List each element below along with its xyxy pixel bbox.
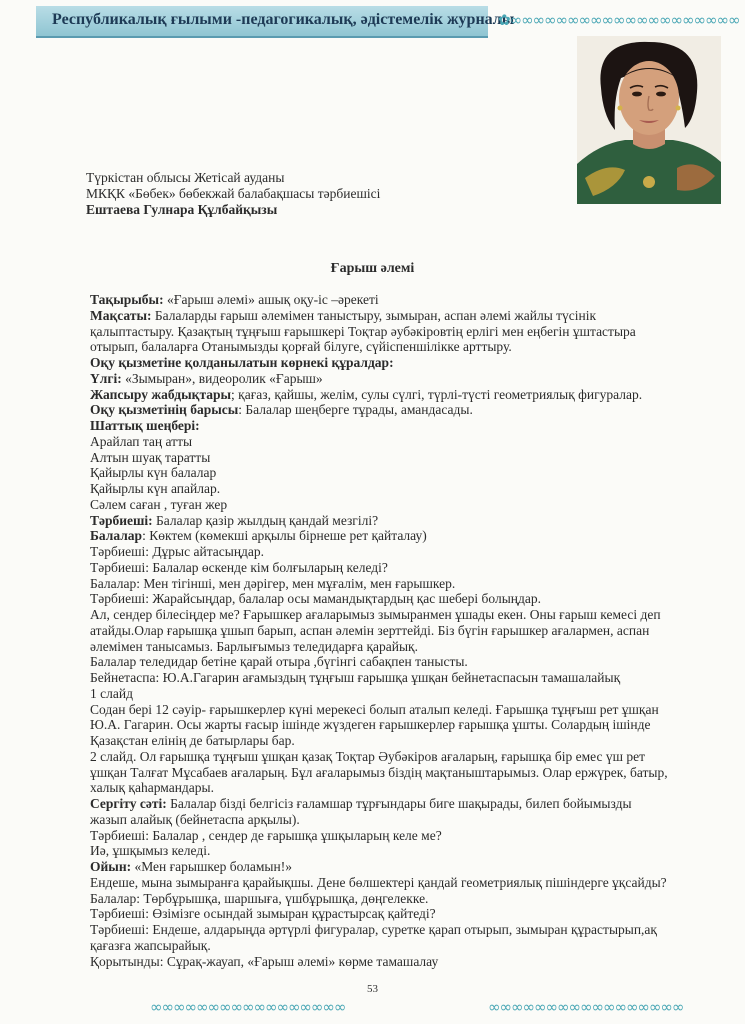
line-text: отырып, балаларға Отанымызды қорғай білуге, сүйіспеншілікке арттыру. [90, 339, 512, 355]
article-line [90, 513, 730, 529]
article-line [90, 402, 730, 418]
article-line [90, 859, 730, 875]
line-text: ұшқан Талғат Мұсабаев ағаларың. Бұл ағаларымыз біздің мақтаныштарымыз. Олар ержүрек, батыр, [90, 764, 668, 780]
article-line [90, 339, 730, 355]
article-line [90, 607, 730, 623]
article-line [90, 922, 730, 938]
line-text: Бейнетаспа: Ю.А.Гагарин ағамыздың тұңғыш ғарышқа ұшқан бейнетаспасын тамашалайық [90, 670, 621, 685]
author-name: Ештаева Гулнара Құлбайқызы [86, 202, 278, 217]
line-text: Тәрбиеші: Балалар , сендер де ғарышқа ұшқыларың келе ме? [90, 827, 442, 843]
journal-header [36, 6, 740, 36]
article-line [90, 749, 730, 765]
author-region: Түркістан облысы Жетісай ауданы [86, 170, 285, 185]
line-text: Сәлем саған , туған жер [90, 496, 228, 512]
article-line [90, 387, 730, 403]
article-line [90, 765, 730, 781]
line-text: Тәрбиеші: Дұрыс айтасыңдар. [90, 544, 265, 559]
article-line [90, 528, 730, 544]
line-text: Ендеше, мына зымыранға қарайықшы. Дене бөлшектері қандай геометриялық пішіндерге ұқсайды? [90, 874, 667, 890]
line-text: «Ғарыш әлемі» ашық оқу-іс –әрекеті [163, 292, 379, 307]
journal-title-band [36, 6, 515, 38]
article-body [90, 292, 730, 969]
line-text: атайды.Олар ғарышқа ұшып барып, аспан әлемін зерттейді. Біз бүгін ғарышкер ағалармен, аспан [90, 622, 650, 638]
line-text: жазып алайық (бейнетаспа арқылы). [90, 811, 300, 827]
article-line [90, 938, 730, 954]
article-line [90, 355, 730, 371]
article-line [90, 465, 730, 481]
line-text: Қазақстан елінің де батырлары бар. [90, 733, 295, 748]
line-text: Тәрбиеші: Жарайсыңдар, балалар осы мамандықтардың қас шебері болыңдар. [90, 591, 542, 607]
line-text: Балалар: Төрбұрышқа, шаршыға, үшбұрышқа, дөңгелекке. [90, 890, 429, 906]
article-line [90, 308, 730, 324]
line-text: Балалар: Мен тігінші, мен дәрігер, мен мұғалім, мен ғарышкер. [90, 575, 456, 591]
article-line [90, 324, 730, 340]
line-label: Тақырыбы: [90, 292, 164, 307]
article-line [90, 418, 730, 434]
article-line [90, 371, 730, 387]
article-line [90, 576, 730, 592]
line-text: қалыптастыру. Қазақтың тұңғыш ғарышкері Тоқтар әубәкіровтің ерлігі мен еңбегін ұштастыра [90, 323, 636, 339]
article-line [90, 639, 730, 655]
ornament-border-bottom-right: ∞∞∞∞∞∞∞∞∞∞∞∞∞∞∞∞∞ [488, 998, 684, 1016]
ornament-border-top: ✿∞∞∞∞∞∞∞∞∞∞∞∞∞∞∞∞∞∞∞∞ [498, 11, 740, 29]
line-text: ; қағаз, қайшы, желім, сулы сүлгі, түрлі-түсті геометриялық фигуралар. [231, 386, 643, 402]
article-line [90, 434, 730, 450]
article-line [90, 591, 730, 607]
article-line [90, 891, 730, 907]
article-line [90, 780, 730, 796]
line-text: : Балалар шеңберге тұрады, амандасады. [238, 402, 473, 418]
author-workplace: МКҚК «Бөбек» бөбекжай балабақшасы тәрбиешісі [86, 186, 381, 201]
line-text: Қайырлы күн балалар [90, 465, 217, 481]
line-label: Сергіту сәті: [90, 796, 167, 811]
line-text: Ю.А. Гагарин. Осы жарты ғасыр ішінде жүздеген ғарышкерлер ғарышқа ұшты. Солардың ішінде [90, 717, 651, 733]
line-text: Арайлап таң атты [90, 433, 193, 449]
line-text: Ал, сендер білесіңдер ме? Ғарышкер ағаларымыз зымыранмен ұшады екен. Оны ғарыш кемесі деп [90, 607, 661, 622]
article-line [90, 654, 730, 670]
line-text: Балалар бізді белгісіз ғаламшар тұрғындары биге шақырады, билеп бойымызды [166, 796, 632, 811]
line-text: Балаларды ғарыш әлемімен таныстыру, зымыран, аспан әлемі жайлы түсінік [151, 307, 597, 323]
article-line [90, 686, 730, 702]
page-number: 53 [367, 983, 378, 995]
line-label: Мақсаты: [90, 307, 152, 323]
author-block [86, 170, 380, 218]
article-line [90, 497, 730, 513]
article-line [90, 954, 730, 970]
line-text: Алтын шуақ таратты [90, 449, 211, 465]
ornament-border-bottom-left: ∞∞∞∞∞∞∞∞∞∞∞∞∞∞∞∞∞ [150, 998, 346, 1016]
line-text: «Мен ғарышкер боламын!» [131, 859, 292, 874]
article-line [90, 702, 730, 718]
line-text: Тәрбиеші: Ендеше, алдарыңда әртүрлі фигуралар, суретке қарап отырып, зымыран құрастырып,ақ [90, 922, 657, 937]
article-line [90, 560, 730, 576]
line-label: Тәрбиеші: [90, 512, 153, 528]
article-title: Ғарыш әлемі [330, 261, 415, 276]
article-line [90, 843, 730, 859]
line-text: Содан бері 12 сәуір- ғарышкерлер күні мерекесі болып аталып келеді. Ғарышқа тұңғыш рет ұшқан [90, 701, 659, 717]
article-line [90, 292, 730, 308]
line-text: халық қаһармандары. [90, 780, 214, 796]
line-text: Тәрбиеші: Өзімізге осындай зымыран құрастырсақ қайтеді? [90, 906, 436, 922]
article-line [90, 828, 730, 844]
author-portrait-image [577, 36, 721, 204]
line-text: 2 слайд. Ол ғарышқа тұңғыш ұшқан қазақ Тоқтар Әубәкіров ағаларың, ғарышқа бір емес үш рет [90, 748, 646, 764]
journal-title: Республикалық ғылыми -педагогикалық, әдістемелік журналы [52, 11, 515, 28]
article-line [90, 796, 730, 812]
line-text: 1 слайд [90, 685, 133, 701]
line-text: Қорытынды: Сұрақ-жауап, «Ғарыш әлемі» көрме тамашалау [90, 953, 439, 969]
line-label: Оқу қызметінің барысы [90, 402, 239, 418]
article-line [90, 812, 730, 828]
line-text: қағазға жапсырайық. [90, 937, 211, 953]
line-label: Ойын: [90, 859, 132, 874]
line-text: «Зымыран», видеоролик «Ғарыш» [121, 370, 323, 386]
article-line [90, 670, 730, 686]
line-label: Балалар [90, 528, 143, 544]
article-line [90, 733, 730, 749]
article-line [90, 544, 730, 560]
article-line [90, 481, 730, 497]
author-photo [577, 36, 721, 204]
line-label: Шаттық шеңбері: [90, 418, 200, 433]
line-text: Балалар қазір жылдың қандай мезгілі? [152, 512, 379, 528]
line-label: Оқу қызметіне қолданылатын көрнекі құралдар: [90, 355, 394, 370]
line-label: Үлгі: [90, 370, 122, 386]
line-text: әлемімен танысамыз. Барлығымыз теледидарға қарайық. [90, 638, 418, 654]
line-text: Тәрбиеші: Балалар өскенде кім болғыларың келеді? [90, 559, 388, 575]
article-line [90, 906, 730, 922]
line-text: Балалар теледидар бетіне қарай отыра ,бүгінгі сабақпен танысты. [90, 654, 468, 670]
article-line [90, 875, 730, 891]
article-line [90, 717, 730, 733]
line-text: Иә, ұшқымыз келеді. [90, 843, 211, 859]
article-line [90, 450, 730, 466]
article-line [90, 623, 730, 639]
line-text: : Көктем (көмекші арқылы бірнеше рет қайталау) [142, 528, 427, 544]
line-label: Жапсыру жабдықтары [90, 386, 232, 402]
line-text: Қайырлы күн апайлар. [90, 481, 221, 496]
